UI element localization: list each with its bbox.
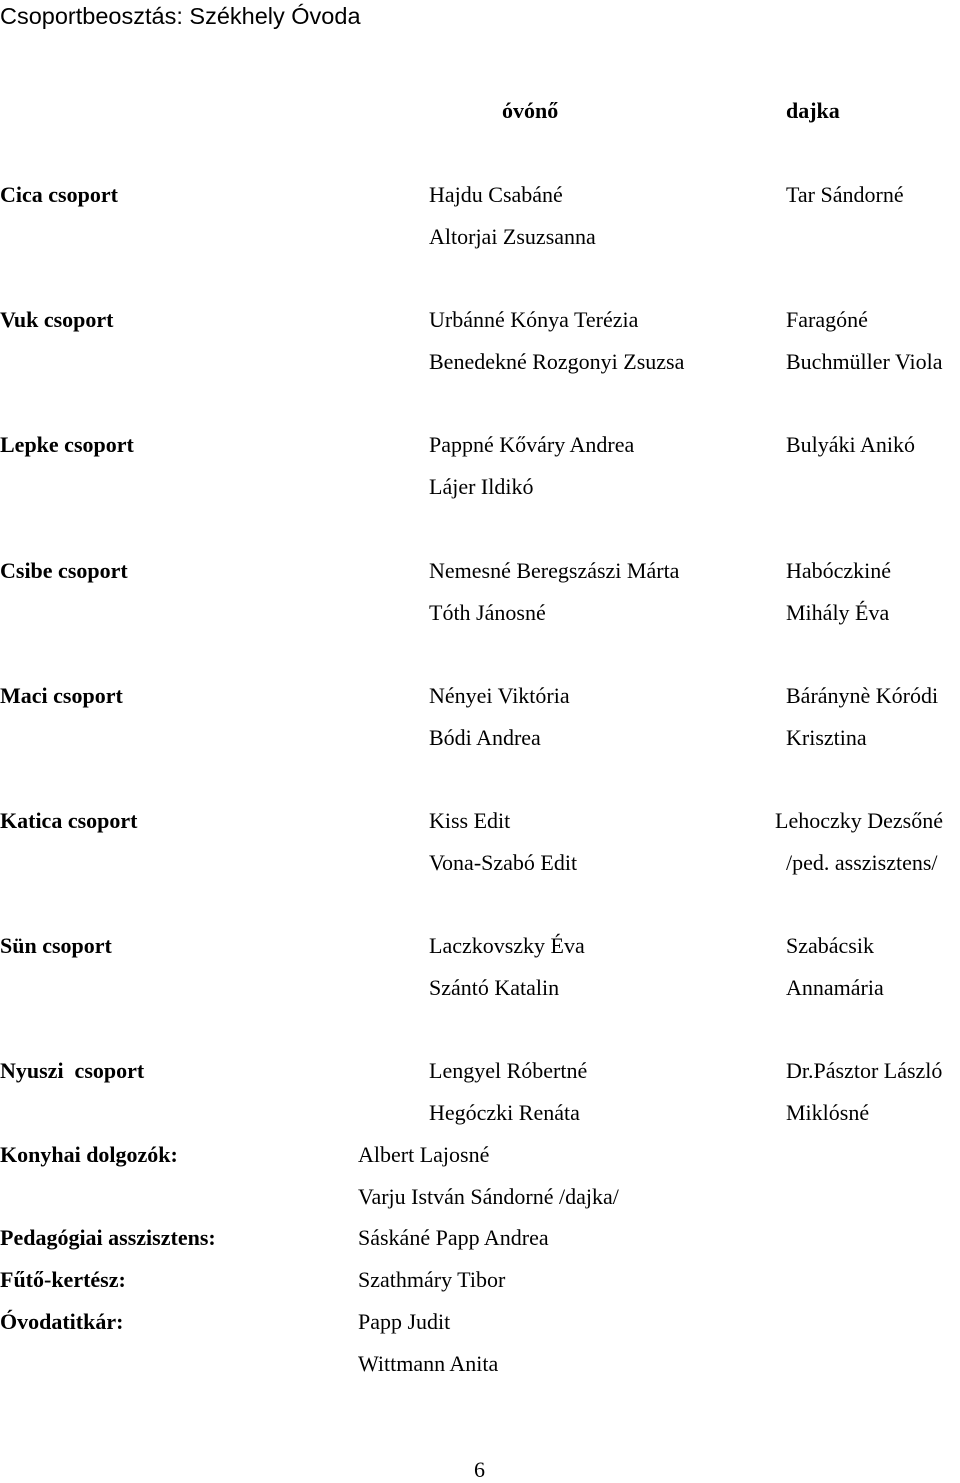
staff-row-kitchen — [0, 1142, 960, 1168]
teacher-name: Pappné Kőváry Andrea — [429, 432, 635, 457]
group-row-csibe — [0, 558, 960, 642]
group-row-lepke — [0, 432, 960, 516]
teacher-name: Altorjai Zsuzsanna — [429, 224, 596, 249]
nanny-name: Faragóné — [786, 307, 868, 332]
group-name: Katica csoport — [0, 808, 138, 833]
group-row-vuk — [0, 307, 960, 391]
teacher-name: Bódi Andrea — [429, 725, 541, 750]
staff-label-gardener: Fűtő-kertész: — [0, 1267, 126, 1292]
nanny-name: Bulyáki Anikó — [786, 432, 915, 457]
page-title: Csoportbeosztás: Székhely Óvoda — [0, 3, 361, 29]
staff-row-secretary-2 — [0, 1351, 960, 1377]
teacher-name: Lengyel Róbertné — [429, 1058, 588, 1083]
nanny-name: Lehoczky Dezsőné — [775, 808, 943, 833]
teacher-name: Lájer Ildikó — [429, 474, 534, 499]
teacher-name: Hajdu Csabáné — [429, 182, 563, 207]
staff-name: Varju István Sándorné /dajka/ — [358, 1184, 619, 1209]
nanny-name: /ped. asszisztens/ — [786, 850, 938, 875]
group-name: Csibe csoport — [0, 558, 128, 583]
staff-label-assistant: Pedagógiai asszisztens: — [0, 1225, 216, 1250]
staff-row-assistant — [0, 1225, 960, 1251]
nanny-name: Buchmüller Viola — [786, 349, 943, 374]
teacher-name: Tóth Jánosné — [429, 600, 546, 625]
column-header-nanny: dajka — [786, 98, 840, 123]
nanny-name: Mihály Éva — [786, 600, 890, 625]
teacher-name: Urbánné Kónya Terézia — [429, 307, 639, 332]
teacher-name: Hegóczki Renáta — [429, 1100, 580, 1125]
group-row-cica — [0, 182, 960, 266]
teacher-name: Nemesné Beregszászi Márta — [429, 558, 680, 583]
group-row-sun — [0, 933, 960, 1017]
group-name: Vuk csoport — [0, 307, 114, 332]
teacher-name: Vona-Szabó Edit — [429, 850, 578, 875]
group-name: Sün csoport — [0, 933, 112, 958]
staff-row-secretary — [0, 1309, 960, 1335]
group-row-katica — [0, 808, 960, 892]
staff-row-kitchen-2 — [0, 1184, 960, 1210]
nanny-name: Tar Sándorné — [786, 182, 904, 207]
teacher-name: Laczkovszky Éva — [429, 933, 585, 958]
teacher-name: Nényei Viktória — [429, 683, 570, 708]
group-name: Cica csoport — [0, 182, 118, 207]
group-name: Nyuszi csoport — [0, 1058, 145, 1083]
staff-name: Szathmáry Tibor — [358, 1267, 506, 1292]
teacher-name: Szántó Katalin — [429, 975, 560, 1000]
page-number: 6 — [474, 1457, 485, 1482]
column-header-teacher: óvónő — [502, 98, 559, 123]
nanny-name: Szabácsik — [786, 933, 874, 958]
nanny-name: Annamária — [786, 975, 884, 1000]
nanny-name: Báránynè Kóródi — [786, 683, 939, 708]
nanny-name: Dr.Pásztor László — [786, 1058, 943, 1083]
teacher-name: Benedekné Rozgonyi Zsuzsa — [429, 349, 685, 374]
staff-row-gardener — [0, 1267, 960, 1293]
staff-name: Papp Judit — [358, 1309, 451, 1334]
staff-label-secretary: Óvodatitkár: — [0, 1309, 124, 1334]
nanny-name: Miklósné — [786, 1100, 870, 1125]
group-row-nyuszi — [0, 1058, 960, 1142]
nanny-name: Habóczkiné — [786, 558, 892, 583]
staff-name: Sáskáné Papp Andrea — [358, 1225, 549, 1250]
group-name: Lepke csoport — [0, 432, 134, 457]
staff-name: Wittmann Anita — [358, 1351, 499, 1376]
nanny-name: Krisztina — [786, 725, 867, 750]
group-row-maci — [0, 683, 960, 767]
staff-label-kitchen: Konyhai dolgozók: — [0, 1142, 178, 1167]
group-name: Maci csoport — [0, 683, 123, 708]
teacher-name: Kiss Edit — [429, 808, 511, 833]
staff-name: Albert Lajosné — [358, 1142, 490, 1167]
